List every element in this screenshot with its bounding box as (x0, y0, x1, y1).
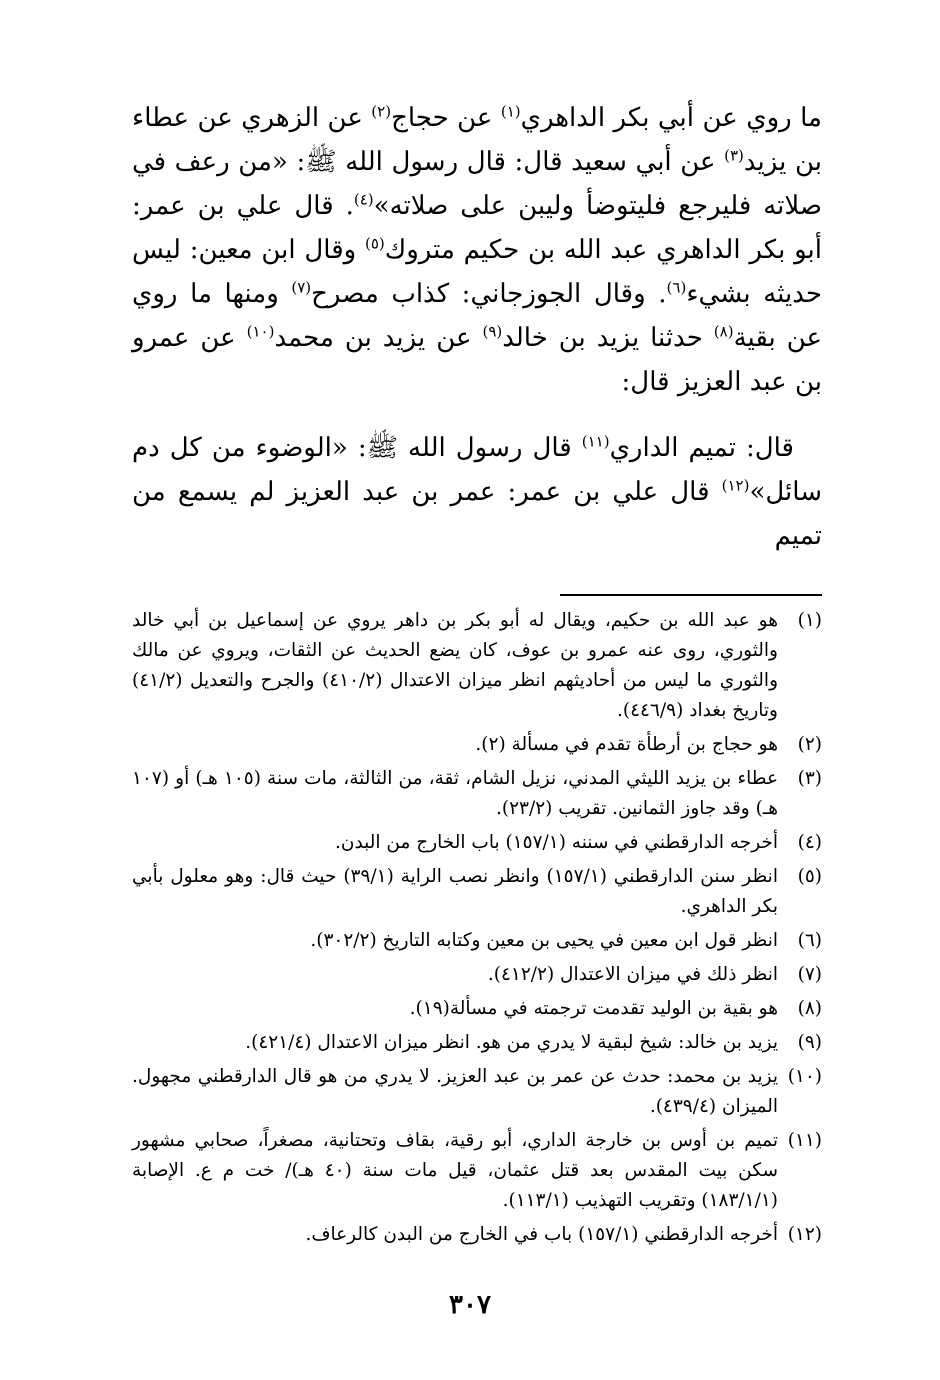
footnote-text: يزيد بن محمد: حدث عن عمر بن عبد العزيز. لا يدري من هو قال الدارقطني مجهول. الميزان (٤٣٩/٤). (132, 1066, 778, 1117)
footnote-number: (١) (797, 610, 822, 631)
footnote-text: يزيد بن خالد: شيخ لبقية لا يدري من هو. انظر ميزان الاعتدال (٤٢١/٤). (245, 1032, 778, 1053)
footnote-text: انظر ذلك في ميزان الاعتدال (٤١٢/٢). (487, 964, 778, 985)
text-run: عن أبي سعيد قال: قال رسول الله ﷺ: «من رعف في صلاته فليرجع فليتوضأ وليبن على صلاته» (132, 147, 823, 221)
footnote-text: هو عبد الله بن حكيم، ويقال له أبو بكر بن داهر يروي عن إسماعيل بن أبي خالد والثوري، روى عنه عمرو بن عوف، كان يضع الحديث عن الثقات، ويروي عن مالك والثوري ما ليس من أحاديثهم انظر ميزان الاعتدال (٤١٠/٢) والجرح والتعديل (٤١/٢) وتاريخ بغداد (٤٤٦/٩). (132, 610, 779, 721)
text-run: ومنها ما روي عن بقية (132, 279, 823, 353)
footnote-ref: (٢) (371, 102, 392, 121)
main-text (132, 96, 822, 558)
footnote-ref: (١٢) (721, 476, 750, 495)
footnote-number: (٨) (797, 998, 822, 1019)
footnote-number: (١٢) (787, 1224, 822, 1245)
footnote-number: (٥) (797, 866, 822, 887)
footnote-ref: (٩) (482, 322, 503, 341)
footnote-number: (٤) (797, 832, 822, 853)
footnote-item (132, 606, 822, 726)
paragraph-1 (132, 96, 822, 404)
text-run: وقال ابن معين: ليس حديثه بشيء (132, 235, 822, 309)
footnote-ref: (١١) (581, 432, 610, 451)
text-run: عن الزهري عن عطاء بن يزيد (132, 103, 822, 177)
footnote-ref: (٦) (666, 278, 687, 297)
page-number: ٣٠٧ (449, 1290, 491, 1320)
footnote-number: (٧) (797, 964, 822, 985)
footnote-text: هو بقية بن الوليد تقدمت ترجمته في مسألة(١٩). (409, 998, 778, 1019)
footnote-item (132, 1062, 822, 1122)
text-run: ما روي عن أبي بكر الداهري (520, 103, 822, 133)
text-run: حدثنا يزيد بن خالد (502, 323, 714, 353)
text-run: عن حجاج (391, 103, 501, 133)
text-run: قال: تميم الداري (609, 433, 794, 463)
footnote-text: انظر قول ابن معين في يحيى بن معين وكتابه التاريخ (٣٠٢/٢). (310, 930, 778, 951)
footnote-item (132, 764, 822, 824)
footnote-item (132, 960, 822, 990)
footnote-number: (٩) (797, 1032, 822, 1053)
text-run: قال رسول الله ﷺ: «الوضوء من كل دم سائل» (132, 433, 822, 507)
footnote-number: (١٠) (787, 1066, 822, 1087)
footnote-ref: (١) (500, 102, 521, 121)
footnote-item (132, 926, 822, 956)
footnote-text: أخرجه الدارقطني في سننه (١٥٧/١) باب الخارج من البدن. (335, 832, 778, 853)
text-run: قال علي بن عمر: عمر بن عبد العزيز لم يسمع من تميم (132, 477, 822, 551)
footnote-ref: (٤) (353, 190, 374, 209)
footnote-item (132, 1028, 822, 1058)
footnote-ref: (٨) (713, 322, 734, 341)
footnote-number: (١١) (787, 1130, 822, 1151)
footnote-number: (٢) (797, 734, 822, 755)
footnote-item (132, 862, 822, 922)
footnote-ref: (٥) (365, 234, 385, 253)
text-run: عن يزيد بن محمد (274, 323, 483, 353)
footnote-item (132, 828, 822, 858)
footnote-item (132, 994, 822, 1024)
footnotes (132, 606, 822, 1250)
footnote-separator (560, 594, 822, 596)
footnote-item (132, 1126, 822, 1216)
footnote-text: هو حجاج بن أرطأة تقدم في مسألة (٢). (475, 734, 778, 755)
text-run: . قال علي بن عمر: أبو بكر الداهري عبد الله بن حكيم متروك (132, 191, 822, 265)
paragraph-2 (132, 426, 822, 558)
text-run: عن عمرو بن عبد العزيز قال: (132, 323, 822, 397)
footnote-ref: (٣) (724, 146, 744, 165)
footnote-ref: (٧) (291, 278, 312, 297)
footnote-number: (٣) (797, 768, 822, 789)
footnote-item (132, 1220, 822, 1250)
footnote-item (132, 730, 822, 760)
footnote-number: (٦) (797, 930, 822, 951)
footnote-text: عطاء بن يزيد الليثي المدني، نزيل الشام، ثقة، من الثالثة، مات سنة (١٠٥ هـ) أو (١٠٧ هـ) وقد جاوز الثمانين. تقريب (٢٣/٢). (132, 768, 778, 819)
footnote-text: تميم بن أوس بن خارجة الداري، أبو رقية، بقاف وتحتانية، مصغراً، صحابي مشهور سكن بيت المقدس بعد قتل عثمان، قيل مات سنة (٤٠ هـ)/ خت م ع. الإصابة (١٨٣/١/١) وتقريب التهذيب (١١٣/١). (132, 1130, 778, 1211)
footnote-text: أخرجه الدارقطني (١٥٧/١) باب في الخارج من البدن كالرعاف. (305, 1224, 778, 1245)
footnote-ref: (١٠) (246, 322, 275, 341)
text-run: . وقال الجوزجاني: كذاب مصرح (311, 279, 667, 309)
footnote-text: انظر سنن الدارقطني (١٥٧/١) وانظر نصب الراية (٣٩/١) حيث قال: وهو معلول بأبي بكر الداهري. (132, 866, 778, 917)
